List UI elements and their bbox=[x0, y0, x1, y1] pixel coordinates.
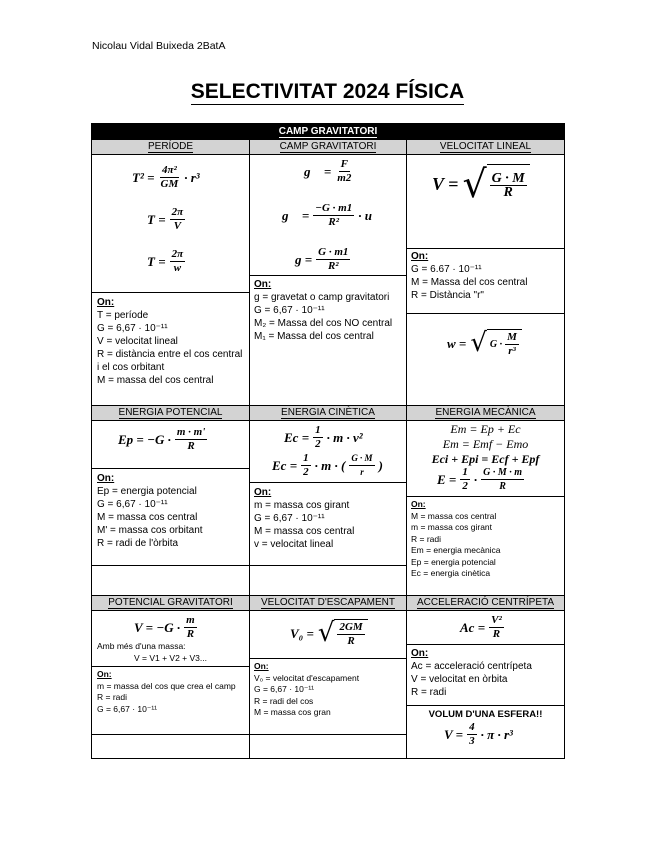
potencial-sum: V = V1 + V2 + V3... bbox=[133, 653, 207, 663]
formula-em2: Em = Emf − Emo bbox=[442, 437, 529, 451]
notes-acceleracio: On: Ac = acceleració centrípeta V = velocitat en òrbita R = radi bbox=[411, 648, 532, 698]
potencial-intro: Amb més d'una massa: bbox=[97, 641, 186, 651]
volum-label: VOLUM D'UNA ESFERA!! bbox=[428, 709, 543, 720]
notes-periode: On: T = període G = 6,67 · 10⁻¹¹ V = velocitat lineal R = distància entre el cos central i el cos orbitant M = massa del cos central bbox=[97, 297, 243, 386]
header-camp: CAMP GRAVITATORI bbox=[250, 140, 406, 155]
header-ec: ENERGIA CINÈTICA bbox=[250, 406, 406, 421]
formula-sheet bbox=[91, 123, 565, 759]
formula-g2: g⃗ = $\frac{-G \cdot m1}{\text{R²}}$ · u⃗ bbox=[282, 202, 383, 228]
formula-em3: Eci + Epi = Ecf + Epf bbox=[431, 452, 540, 466]
formula-v: V = √ $\frac{G \cdot M}{R}$ bbox=[432, 164, 530, 204]
formula-g3: g = $\frac{G \cdot m1}{\text{R²}}$ bbox=[295, 246, 349, 272]
header-ep: ENERGIA POTENCIAL bbox=[92, 406, 249, 421]
notes-ep: On: Ep = energia potencial G = 6,67 · 10⁻¹¹ M = massa cos central M' = massa cos orbitant R = radi de l'òrbita bbox=[97, 473, 203, 549]
header-acceleracio: ACCELERACIÓ CENTRÍPETA bbox=[407, 596, 564, 611]
formula-ec1: Ec = $\frac{1}{2}$ · m · v² bbox=[284, 424, 363, 450]
notes-potencial: On: m = massa del cos que crea el camp R = radi G = 6,67 · 10⁻¹¹ bbox=[97, 669, 236, 714]
formula-t2: T² = $\frac{\text{4π²}}{GM}$ · r³ bbox=[132, 164, 200, 190]
formula-t-w: T = $\frac{2\pi}{w}$ bbox=[147, 248, 184, 274]
header-velocitat: VELOCITAT LINEAL bbox=[407, 140, 564, 155]
header-escapament: VELOCITAT D'ESCAPAMENT bbox=[250, 596, 406, 611]
notes-escapament: On: V₀ = velocitat d'escapament G = 6,67 · 10⁻¹¹ R = radi del cos M = massa cos gran bbox=[254, 661, 360, 717]
formula-volum: V = $\frac{4}{3}$ · π · r³ bbox=[444, 721, 513, 747]
formula-escapament: V₀ = √ $\frac{2GM}{R}$ bbox=[290, 619, 368, 648]
header-em: ENERGIA MECÀNICA bbox=[407, 406, 564, 421]
formula-ec2: Ec = $\frac{1}{2}$ · m · ( $\frac{G \cdot M}{r}$ ) bbox=[272, 452, 383, 478]
notes-camp: On: g = gravetat o camp gravitatori G = 6,67 · 10⁻¹¹ M₂ = Massa del cos NO central M₁ = Massa del cos central bbox=[254, 279, 393, 342]
notes-ec: On: m = massa cos girant G = 6,67 · 10⁻¹¹ M = massa cos central v = velocitat lineal bbox=[254, 487, 355, 550]
author-name: Nicolau Vidal Buixeda 2BatA bbox=[92, 40, 226, 52]
section-band: CAMP GRAVITATORI bbox=[92, 124, 564, 140]
page-title: SELECTIVITAT 2024 FÍSICA bbox=[190, 80, 465, 103]
formula-w: w = √ G · $\frac{M}{\text{r³}}$ bbox=[447, 329, 522, 358]
formula-ep: Ep = −G · $\frac{m \cdot m'}{R}$ bbox=[118, 426, 206, 452]
formula-em4: E = $\frac{1}{2}$ · $\frac{G \cdot M \cdot m}{R}$ bbox=[437, 466, 522, 492]
notes-velocitat: On: G = 6.67 · 10⁻¹¹ M = Massa del cos central R = Distància "r" bbox=[411, 251, 528, 301]
formula-potencial: V = −G · $\frac{m}{R}$ bbox=[134, 614, 195, 640]
header-periode: PERÍODE bbox=[92, 140, 249, 155]
formula-em1: Em = Ep + Ec bbox=[450, 422, 521, 436]
formula-g1: g⃗ = $\frac{F}{m2}$ bbox=[304, 158, 352, 184]
formula-acceleracio: Ac = $\frac{\text{V²}}{R}$ bbox=[460, 614, 502, 640]
header-potencial: POTENCIAL GRAVITATORI bbox=[92, 596, 249, 611]
formula-t-v: T = $\frac{2\pi}{V}$ bbox=[147, 206, 184, 232]
notes-em: On: M = massa cos central m = massa cos girant R = radi Em = energia mecànica Ep = energia potencial Ec = energia cinètica bbox=[411, 499, 501, 578]
